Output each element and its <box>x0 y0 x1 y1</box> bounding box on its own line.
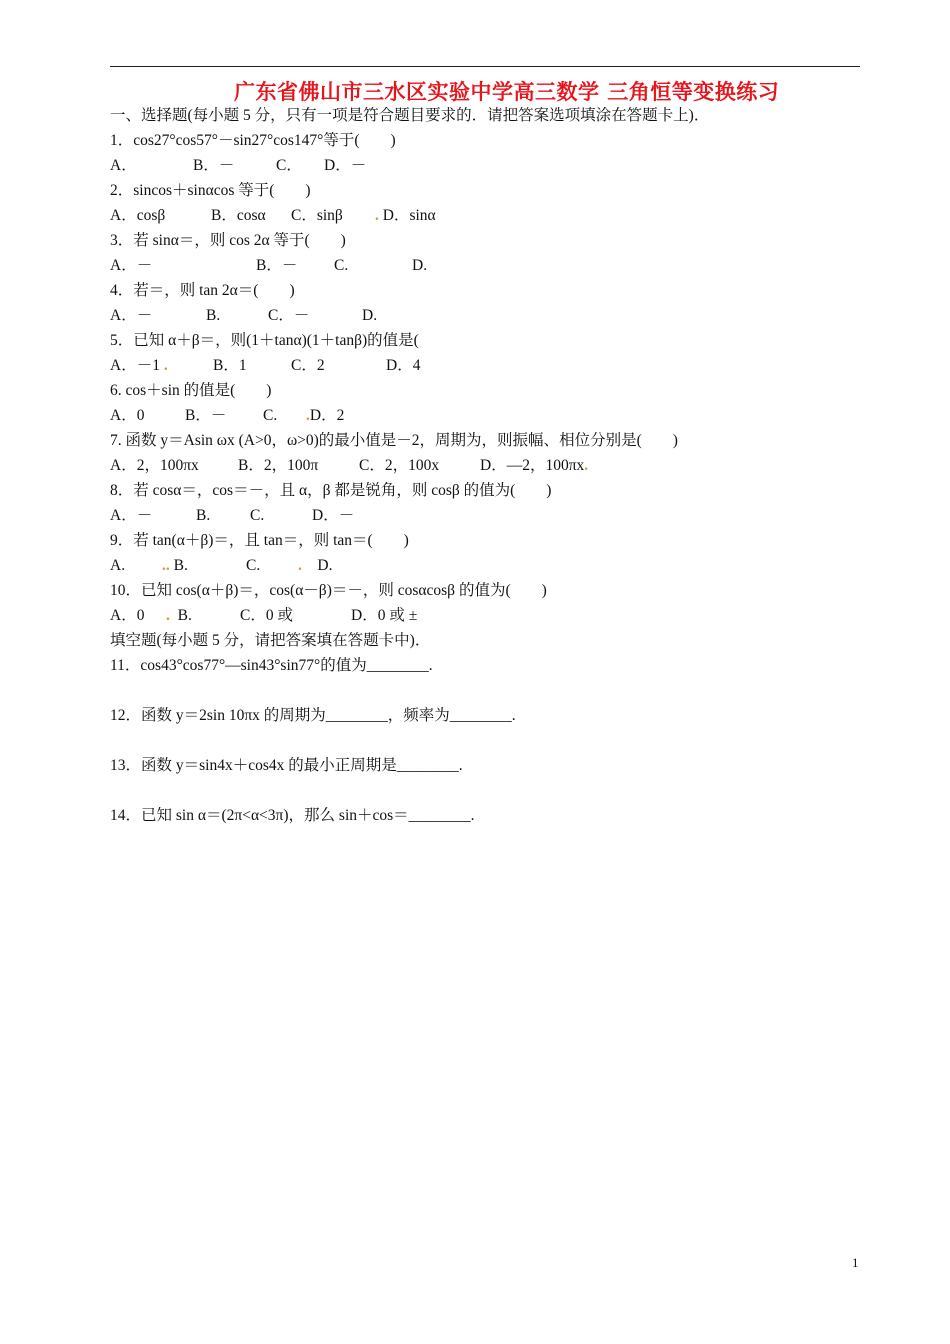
option-b: B．－ <box>185 407 227 424</box>
options-2 <box>110 203 850 228</box>
fill-in-11: 11．cos43°cos77°—sin43°sin77°的值为________. <box>110 657 433 674</box>
page-number: 1 <box>852 1255 859 1270</box>
top-rule <box>110 66 860 67</box>
option-a: A． <box>110 157 137 174</box>
options-10 <box>110 603 850 628</box>
option-a: A．－ <box>110 257 153 274</box>
option-c: C．－ <box>268 307 310 324</box>
option-b: B．1 <box>213 357 247 374</box>
question-6: 6. cos＋sin 的值是( ) <box>110 382 272 399</box>
options-8 <box>110 503 850 528</box>
question-1: 1．cos27°cos57°－sin27°cos147°等于( ) <box>110 132 396 149</box>
document-title: 广东省佛山市三水区实验中学高三数学 三角恒等变换练习 <box>234 80 780 104</box>
options-7 <box>110 453 850 478</box>
question-10: 10．已知 cos(α＋β)＝，cos(α－β)＝－，则 cosαcosβ 的值为( ) <box>110 582 547 599</box>
option-b: .. B. <box>162 557 188 574</box>
fill-in-13: 13．函数 y＝sin4x＋cos4x 的最小正周期是________. <box>110 757 463 774</box>
question-3: 3．若 sinα＝，则 cos 2α 等于( ) <box>110 232 346 249</box>
option-d: . D．sinα <box>375 207 436 224</box>
options-9 <box>110 553 850 578</box>
fill-in-14: 14．已知 sin α＝(2π<α<3π)，那么 sin＋cos＝________. <box>110 807 475 824</box>
options-4 <box>110 303 850 328</box>
option-d: D．－ <box>312 507 355 524</box>
option-c: C．sinβ <box>291 207 343 224</box>
options-3 <box>110 253 850 278</box>
section-heading-fill-in: 填空题(每小题 5 分，请把答案填在答题卡中)． <box>110 632 431 649</box>
question-8: 8．若 cosα＝，cos＝－，且 α，β 都是锐角，则 cosβ 的值为( ) <box>110 482 552 499</box>
option-c: C． <box>276 157 302 174</box>
option-c: C. <box>334 257 349 274</box>
option-a: A．0 <box>110 407 145 424</box>
option-d: D. <box>362 307 378 324</box>
option-c: C. <box>250 507 265 524</box>
option-b: B. <box>196 507 211 524</box>
option-a: A．cosβ <box>110 207 166 224</box>
option-c: C．2 <box>291 357 325 374</box>
option-c: C．0 或 <box>240 607 293 624</box>
question-4: 4．若＝，则 tan 2α＝( ) <box>110 282 295 299</box>
option-a: A．－1 . <box>110 357 168 374</box>
options-6 <box>110 403 850 428</box>
question-5: 5．已知 α＋β＝，则(1＋tanα)(1＋tanβ)的值是( <box>110 332 419 349</box>
option-d: . D. <box>298 557 333 574</box>
option-a: A．2，100πx <box>110 457 199 474</box>
question-2: 2．sincos＋sinαcos 等于( ) <box>110 182 311 199</box>
fill-in-12: 12．函数 y＝2sin 10πx 的周期为________，频率为________. <box>110 707 516 724</box>
option-d: D．－ <box>324 157 367 174</box>
section-heading-choice: 一、选择题(每小题 5 分，只有一项是符合题目要求的．请把答案选项填涂在答题卡上)． <box>110 107 710 124</box>
option-c: C. <box>246 557 261 574</box>
options-1 <box>110 153 850 178</box>
option-b: . B. <box>166 607 192 624</box>
option-d: .D．2 <box>306 407 345 424</box>
option-d: D．—2，100πx. <box>480 457 589 474</box>
option-a: A．0 <box>110 607 145 624</box>
option-b: B．－ <box>193 157 235 174</box>
option-b: B．2，100π <box>238 457 319 474</box>
question-9: 9．若 tan(α＋β)＝，且 tan＝，则 tan＝( ) <box>110 532 409 549</box>
document-body <box>110 103 850 828</box>
option-c: C. <box>263 407 278 424</box>
option-c: C．2，100x <box>359 457 440 474</box>
question-7: 7. 函数 y＝Asin ωx (A>0，ω>0)的最小值是－2，周期为，则振幅、相位分别是( ) <box>110 432 678 449</box>
option-d: D．4 <box>386 357 421 374</box>
option-b: B. <box>206 307 221 324</box>
option-b: B．cosα <box>211 207 266 224</box>
option-d: D. <box>412 257 428 274</box>
option-a: A．－ <box>110 307 153 324</box>
option-a: A．－ <box>110 507 153 524</box>
option-d: D．0 或 ± <box>351 607 418 624</box>
options-5 <box>110 353 850 378</box>
option-b: B．－ <box>256 257 298 274</box>
option-a: A. <box>110 557 126 574</box>
